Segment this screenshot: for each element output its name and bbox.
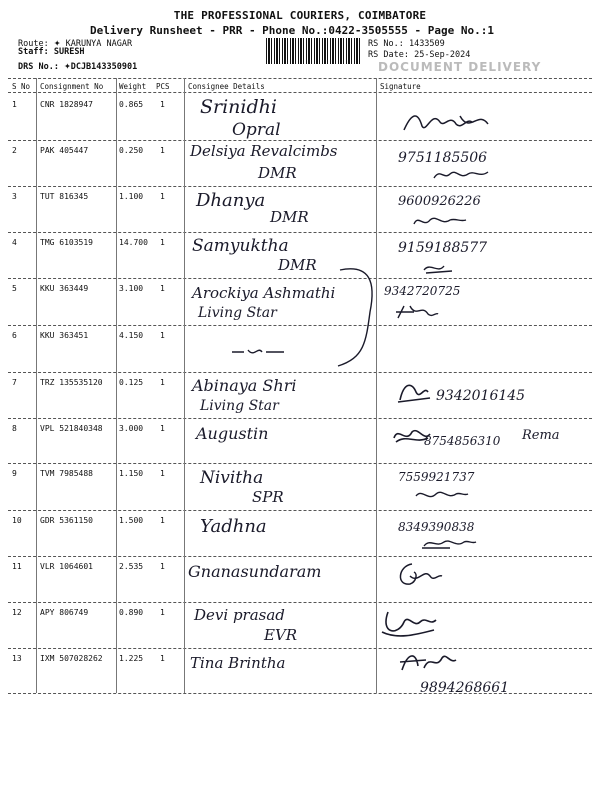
row-rule (8, 602, 592, 603)
row-pcs: 1 (160, 146, 165, 155)
signature-scribble (394, 378, 434, 406)
consignee-name: Srinidhi (200, 96, 277, 118)
row-consignment: VLR 1064601 (40, 562, 93, 571)
row-sno: 9 (12, 469, 17, 478)
staff-value: SURESH (53, 47, 85, 57)
signature-scribble (400, 104, 500, 138)
consignee-name: Tina Brintha (190, 654, 286, 672)
row-sno: 12 (12, 608, 22, 617)
drs-marker-icon: ✦ (64, 59, 71, 72)
phone-number: 7559921737 (398, 470, 475, 484)
staff-line (18, 47, 85, 57)
row-consignment: APY 806749 (40, 608, 89, 617)
consignee-name: Delsiya Revalcimbs (190, 142, 338, 160)
phone-number: 9894268661 (420, 680, 510, 696)
row-consignment: PAK 405447 (40, 146, 89, 155)
row-sno: 6 (12, 331, 17, 340)
consignee-place: DMR (278, 256, 317, 274)
row-sno: 1 (12, 100, 17, 109)
signature-scribble (420, 260, 460, 276)
rs-date-value: 25-Sep-2024 (414, 50, 471, 60)
row-rule (8, 140, 592, 141)
consignee-place: DMR (258, 164, 297, 182)
row-sno: 8 (12, 424, 17, 433)
consignee-name: Gnanasundaram (188, 562, 322, 581)
row-weight: 2.535 (119, 562, 144, 571)
row-pcs: 1 (160, 424, 165, 433)
table-top-rule (8, 78, 592, 79)
row-consignment: TUT 816345 (40, 192, 89, 201)
row-weight: 1.225 (119, 654, 144, 663)
signature-scribble (412, 486, 472, 504)
column-divider (116, 78, 117, 693)
drs-line (18, 59, 137, 72)
row-rule (8, 418, 592, 419)
row-weight: 0.125 (119, 378, 144, 387)
consignee-place: EVR (264, 626, 298, 644)
column-divider (36, 78, 37, 693)
route-label: Route: (18, 39, 49, 49)
row-weight: 0.890 (119, 608, 144, 617)
row-weight: 0.250 (119, 146, 144, 155)
row-weight: 1.150 (119, 469, 144, 478)
consignee-name: Yadhna (200, 516, 267, 537)
company-title: THE PROFESSIONAL COURIERS, COIMBATORE (173, 9, 427, 22)
row-consignment: GDR 5361150 (40, 516, 93, 525)
consignee-name: Arockiya Ashmathi (192, 284, 336, 302)
row-pcs: 1 (160, 608, 165, 617)
row-rule (8, 186, 592, 187)
row-rule (8, 510, 592, 511)
consignee-place: Living Star (200, 398, 279, 414)
col-header-consignee: Consignee Details (188, 82, 265, 91)
col-header-consignment: Consignment No (40, 82, 104, 91)
row-sno: 10 (12, 516, 22, 525)
row-sno: 3 (12, 192, 17, 201)
row-sno: 5 (12, 284, 17, 293)
drs-value: DCJB143350901 (70, 62, 138, 72)
rs-date-line (368, 50, 470, 60)
row-pcs: 1 (160, 284, 165, 293)
consignee-name: Dhanya (196, 190, 266, 211)
row-weight: 3.000 (119, 424, 144, 433)
consignee-place: Living Star (198, 305, 277, 321)
row-consignment: TRZ 135535120 (40, 378, 103, 387)
row-rule (8, 372, 592, 373)
signature-scribble (410, 212, 470, 230)
row-consignment: KKU 363451 (40, 331, 89, 340)
row-sno: 2 (12, 146, 17, 155)
signature-scribble (230, 344, 290, 360)
row-consignment: VPL 521840348 (40, 424, 103, 433)
phone-number: 9159188577 (398, 240, 488, 256)
rs-date-label: RS Date: (368, 50, 409, 60)
consignee-name: Augustin (196, 424, 269, 443)
row-consignment: TMG 6103519 (40, 238, 93, 247)
consignee-name: Samyuktha (192, 236, 289, 256)
row-rule (8, 463, 592, 464)
handwritten-note: Rema (522, 428, 560, 443)
row-sno: 13 (12, 654, 22, 663)
signature-scribble (392, 560, 444, 590)
row-rule (8, 556, 592, 557)
signature-scribble (378, 606, 440, 640)
row-weight: 4.150 (119, 331, 144, 340)
phone-number: 9342016145 (436, 388, 526, 404)
column-divider (376, 78, 377, 693)
bracket-mark (330, 262, 380, 372)
route-value: KARUNYA NAGAR (65, 39, 133, 49)
drs-label: DRS No.: (18, 62, 59, 72)
phone-number: 9342720725 (384, 284, 461, 298)
row-pcs: 1 (160, 100, 165, 109)
route-marker-icon: ✦ (53, 36, 61, 49)
phone-number: 9751185506 (398, 150, 488, 166)
row-pcs: 1 (160, 378, 165, 387)
row-sno: 4 (12, 238, 17, 247)
row-pcs: 1 (160, 654, 165, 663)
row-sno: 7 (12, 378, 17, 387)
phone-number: 8754856310 (424, 434, 501, 448)
row-consignment: IXM 507028262 (40, 654, 103, 663)
row-weight: 1.500 (119, 516, 144, 525)
row-rule (8, 648, 592, 649)
staff-label: Staff: (18, 47, 49, 57)
rs-no-line (368, 39, 445, 49)
signature-scribble (396, 648, 460, 676)
row-pcs: 1 (160, 331, 165, 340)
runsheet-line: Delivery Runsheet - PRR - Phone No.:0422-3505555 - Page No.:1 (90, 24, 494, 37)
consignee-place: Opral (232, 120, 281, 140)
header-rule (8, 92, 592, 93)
consignee-place: DMR (270, 208, 309, 226)
signature-scribble (420, 534, 480, 552)
barcode (266, 38, 362, 64)
row-pcs: 1 (160, 516, 165, 525)
consignee-name: Devi prasad (194, 606, 285, 624)
consignee-name: Abinaya Shri (192, 376, 297, 395)
row-pcs: 1 (160, 469, 165, 478)
col-header-weight: Weight (119, 82, 147, 91)
row-sno: 11 (12, 562, 22, 571)
row-pcs: 1 (160, 238, 165, 247)
row-rule (8, 232, 592, 233)
row-consignment: CNR 1828947 (40, 100, 93, 109)
row-weight: 1.100 (119, 192, 144, 201)
row-rule (8, 325, 592, 326)
consignee-name: Nivitha (200, 468, 264, 488)
row-weight: 14.700 (119, 238, 148, 247)
row-rule (8, 278, 592, 279)
row-consignment: TVM 7985488 (40, 469, 93, 478)
col-header-pcs: PCS (156, 82, 170, 91)
row-pcs: 1 (160, 562, 165, 571)
col-header-signature: Signature (380, 82, 421, 91)
row-weight: 3.100 (119, 284, 144, 293)
row-pcs: 1 (160, 192, 165, 201)
signature-scribble (430, 166, 500, 184)
signature-scribble (392, 302, 442, 322)
document-delivery-stamp: DOCUMENT DELIVERY (378, 60, 542, 74)
column-divider (184, 78, 185, 693)
rs-no-value: 1433509 (408, 39, 445, 49)
row-weight: 0.865 (119, 100, 144, 109)
rs-no-label: RS No.: (368, 39, 404, 49)
row-consignment: KKU 363449 (40, 284, 89, 293)
col-header-sno: S No (12, 82, 31, 91)
phone-number: 8349390838 (398, 520, 475, 534)
consignee-place: SPR (252, 488, 284, 506)
phone-number: 9600926226 (398, 194, 481, 209)
